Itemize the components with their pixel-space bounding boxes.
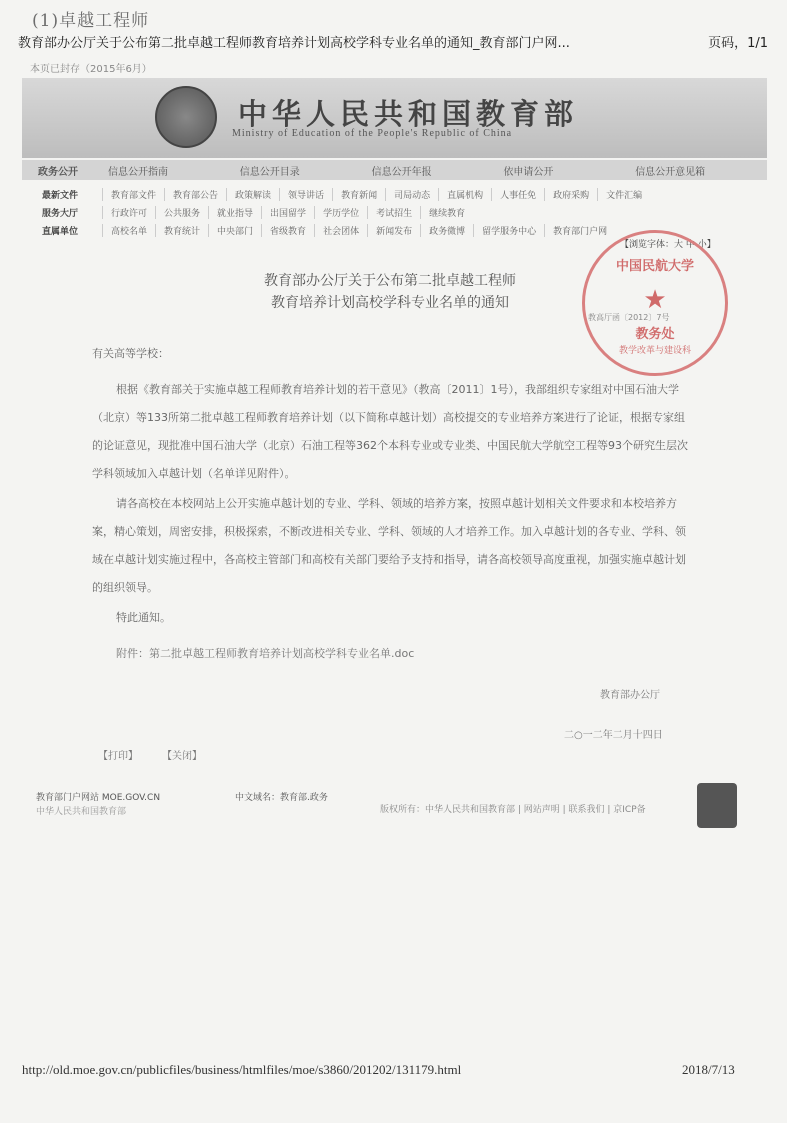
ministry-title-cn: 中华人民共和国教育部 <box>238 97 579 131</box>
archived-notice: 本页已封存（2015年6月） <box>30 64 152 75</box>
nav-row-latest <box>22 186 767 203</box>
nav-item[interactable]: 信息公开意见箱 <box>635 166 706 178</box>
nav-link[interactable]: 司局动态 <box>385 188 438 201</box>
document-number: 教高厅函〔2012〕7号 <box>588 313 670 322</box>
signer: 教育部办公厅 <box>600 690 660 701</box>
nav-row-label: 直属单位 <box>42 227 79 237</box>
nav-link[interactable]: 新闻发布 <box>367 224 420 237</box>
stamp-sub-text: 教学改革与建设科 <box>618 346 691 356</box>
attachment-link[interactable]: 附件：第二批卓越工程师教育培养计划高校学科专业名单.doc <box>116 647 415 660</box>
print-header <box>18 32 768 51</box>
nav-link[interactable]: 政务微博 <box>420 224 473 237</box>
print-url: http://old.moe.gov.cn/publicfiles/business/htmlfiles/moe/s3860/201202/131179.html <box>22 1062 462 1077</box>
nav-link[interactable]: 人事任免 <box>491 188 544 201</box>
nav-link[interactable]: 学历学位 <box>314 206 367 219</box>
handwritten-note: (1)卓越工程师 <box>32 11 150 31</box>
document-title-line-2: 教育培养计划高校学科专业名单的通知 <box>271 295 509 311</box>
main-nav <box>22 160 767 180</box>
print-button[interactable]: 【打印】 <box>98 751 138 762</box>
closing-text: 特此通知。 <box>116 611 171 624</box>
nav-link[interactable]: 教育部门户网 <box>544 224 615 237</box>
nav-item[interactable]: 依申请公开 <box>503 166 554 178</box>
footer-domain: 中文域名：教育部.政务 <box>235 793 328 803</box>
document-date: 二○一二年二月十四日 <box>564 730 663 741</box>
nav-link[interactable]: 出国留学 <box>261 206 314 219</box>
nav-link[interactable]: 继续教育 <box>420 206 473 219</box>
stamp-top-text: 中国民航大学 <box>615 259 694 274</box>
nav-link[interactable]: 领导讲话 <box>279 188 332 201</box>
footer-portal-url[interactable]: MOE.GOV.CN <box>101 793 161 803</box>
nav-link[interactable]: 教育统计 <box>155 224 208 237</box>
nav-row-label: 最新文件 <box>42 191 79 201</box>
footer-portal-sub: 中华人民共和国教育部 <box>36 807 127 817</box>
nav-item[interactable]: 信息公开指南 <box>108 166 168 178</box>
national-emblem-icon <box>155 86 217 148</box>
nav-item[interactable]: 信息公开年报 <box>371 166 432 178</box>
document-title-line-1: 教育部办公厅关于公布第二批卓越工程师 <box>264 273 516 289</box>
salutation: 有关高等学校： <box>92 347 169 360</box>
star-icon: ★ <box>643 285 667 315</box>
nav-item[interactable]: 信息公开目录 <box>239 166 300 178</box>
print-header-title: 教育部办公厅关于公布第二批卓越工程师教育培养计划高校学科专业名单的通知_教育部门户网... <box>18 36 570 51</box>
footer-portal-label <box>36 790 160 803</box>
nav-link[interactable]: 文件汇编 <box>597 188 650 201</box>
nav-link[interactable]: 中央部门 <box>208 224 261 237</box>
nav-link[interactable]: 社会团体 <box>314 224 367 237</box>
paragraph-1: 根据《教育部关于实施卓越工程师教育培养计划的若干意见》（教高〔2011〕1号），我部组织专家组对中国石油大学（北京）等133所第二批卓越工程师教育培养计划（以下简称卓越计划）高校提交的专业培养方案进行了论证，根据专家组的论证意见，现批准中国石油大学（北京）石油工程等362个本科专业或专业类、中国民航大学航空工程等93个研究生层次学科领域加入卓越计划（名单详见附件）。 <box>92 383 688 480</box>
nav-row-service <box>22 204 767 221</box>
footer-portal-name: 教育部门户网站 <box>36 793 100 803</box>
footer-copyright: 版权所有：中华人民共和国教育部 | 网站声明 | 联系我们 | 京ICP备 <box>380 805 646 815</box>
nav-link[interactable]: 留学服务中心 <box>473 224 544 237</box>
government-badge-icon[interactable] <box>697 783 737 828</box>
nav-link[interactable]: 教育部文件 <box>102 188 164 201</box>
ministry-title-en: Ministry of Education of the People's Republic of China <box>232 128 513 139</box>
nav-link[interactable]: 就业指导 <box>208 206 261 219</box>
action-links <box>98 747 202 762</box>
nav-link[interactable]: 政策解读 <box>226 188 279 201</box>
nav-item[interactable]: 政务公开 <box>38 166 78 178</box>
nav-link[interactable]: 教育新闻 <box>332 188 385 201</box>
nav-link[interactable]: 省级教育 <box>261 224 314 237</box>
font-size-switcher[interactable]: 【浏览字体：大 中 小】 <box>620 240 716 250</box>
print-header-page: 页码，1/1 <box>708 36 768 51</box>
paragraph-2: 请各高校在本校网站上公开实施卓越计划的专业、学科、领域的培养方案，按照卓越计划相关文件要求和本校培养方案，精心策划，周密安排，积极探索，不断改进相关专业、学科、领域的人才培养工作。加入卓越计划的各专业、学科、领域在卓越计划实施过程中，各高校主管部门和高校有关部门要给予支持和指导，请各高校领导高度重视，加强实施卓越计划的组织领导。 <box>92 497 686 594</box>
stamp-bottom-text: 教务处 <box>635 327 675 342</box>
nav-link[interactable]: 教育部公告 <box>164 188 226 201</box>
nav-link[interactable]: 直属机构 <box>438 188 491 201</box>
nav-link[interactable]: 政府采购 <box>544 188 597 201</box>
nav-link[interactable]: 公共服务 <box>155 206 208 219</box>
print-date: 2018/7/13 <box>682 1062 735 1077</box>
nav-link[interactable]: 行政许可 <box>102 206 155 219</box>
nav-row-label: 服务大厅 <box>42 209 79 219</box>
nav-link[interactable]: 高校名单 <box>102 224 155 237</box>
close-button[interactable]: 【关闭】 <box>162 751 202 762</box>
nav-link[interactable]: 考试招生 <box>367 206 420 219</box>
